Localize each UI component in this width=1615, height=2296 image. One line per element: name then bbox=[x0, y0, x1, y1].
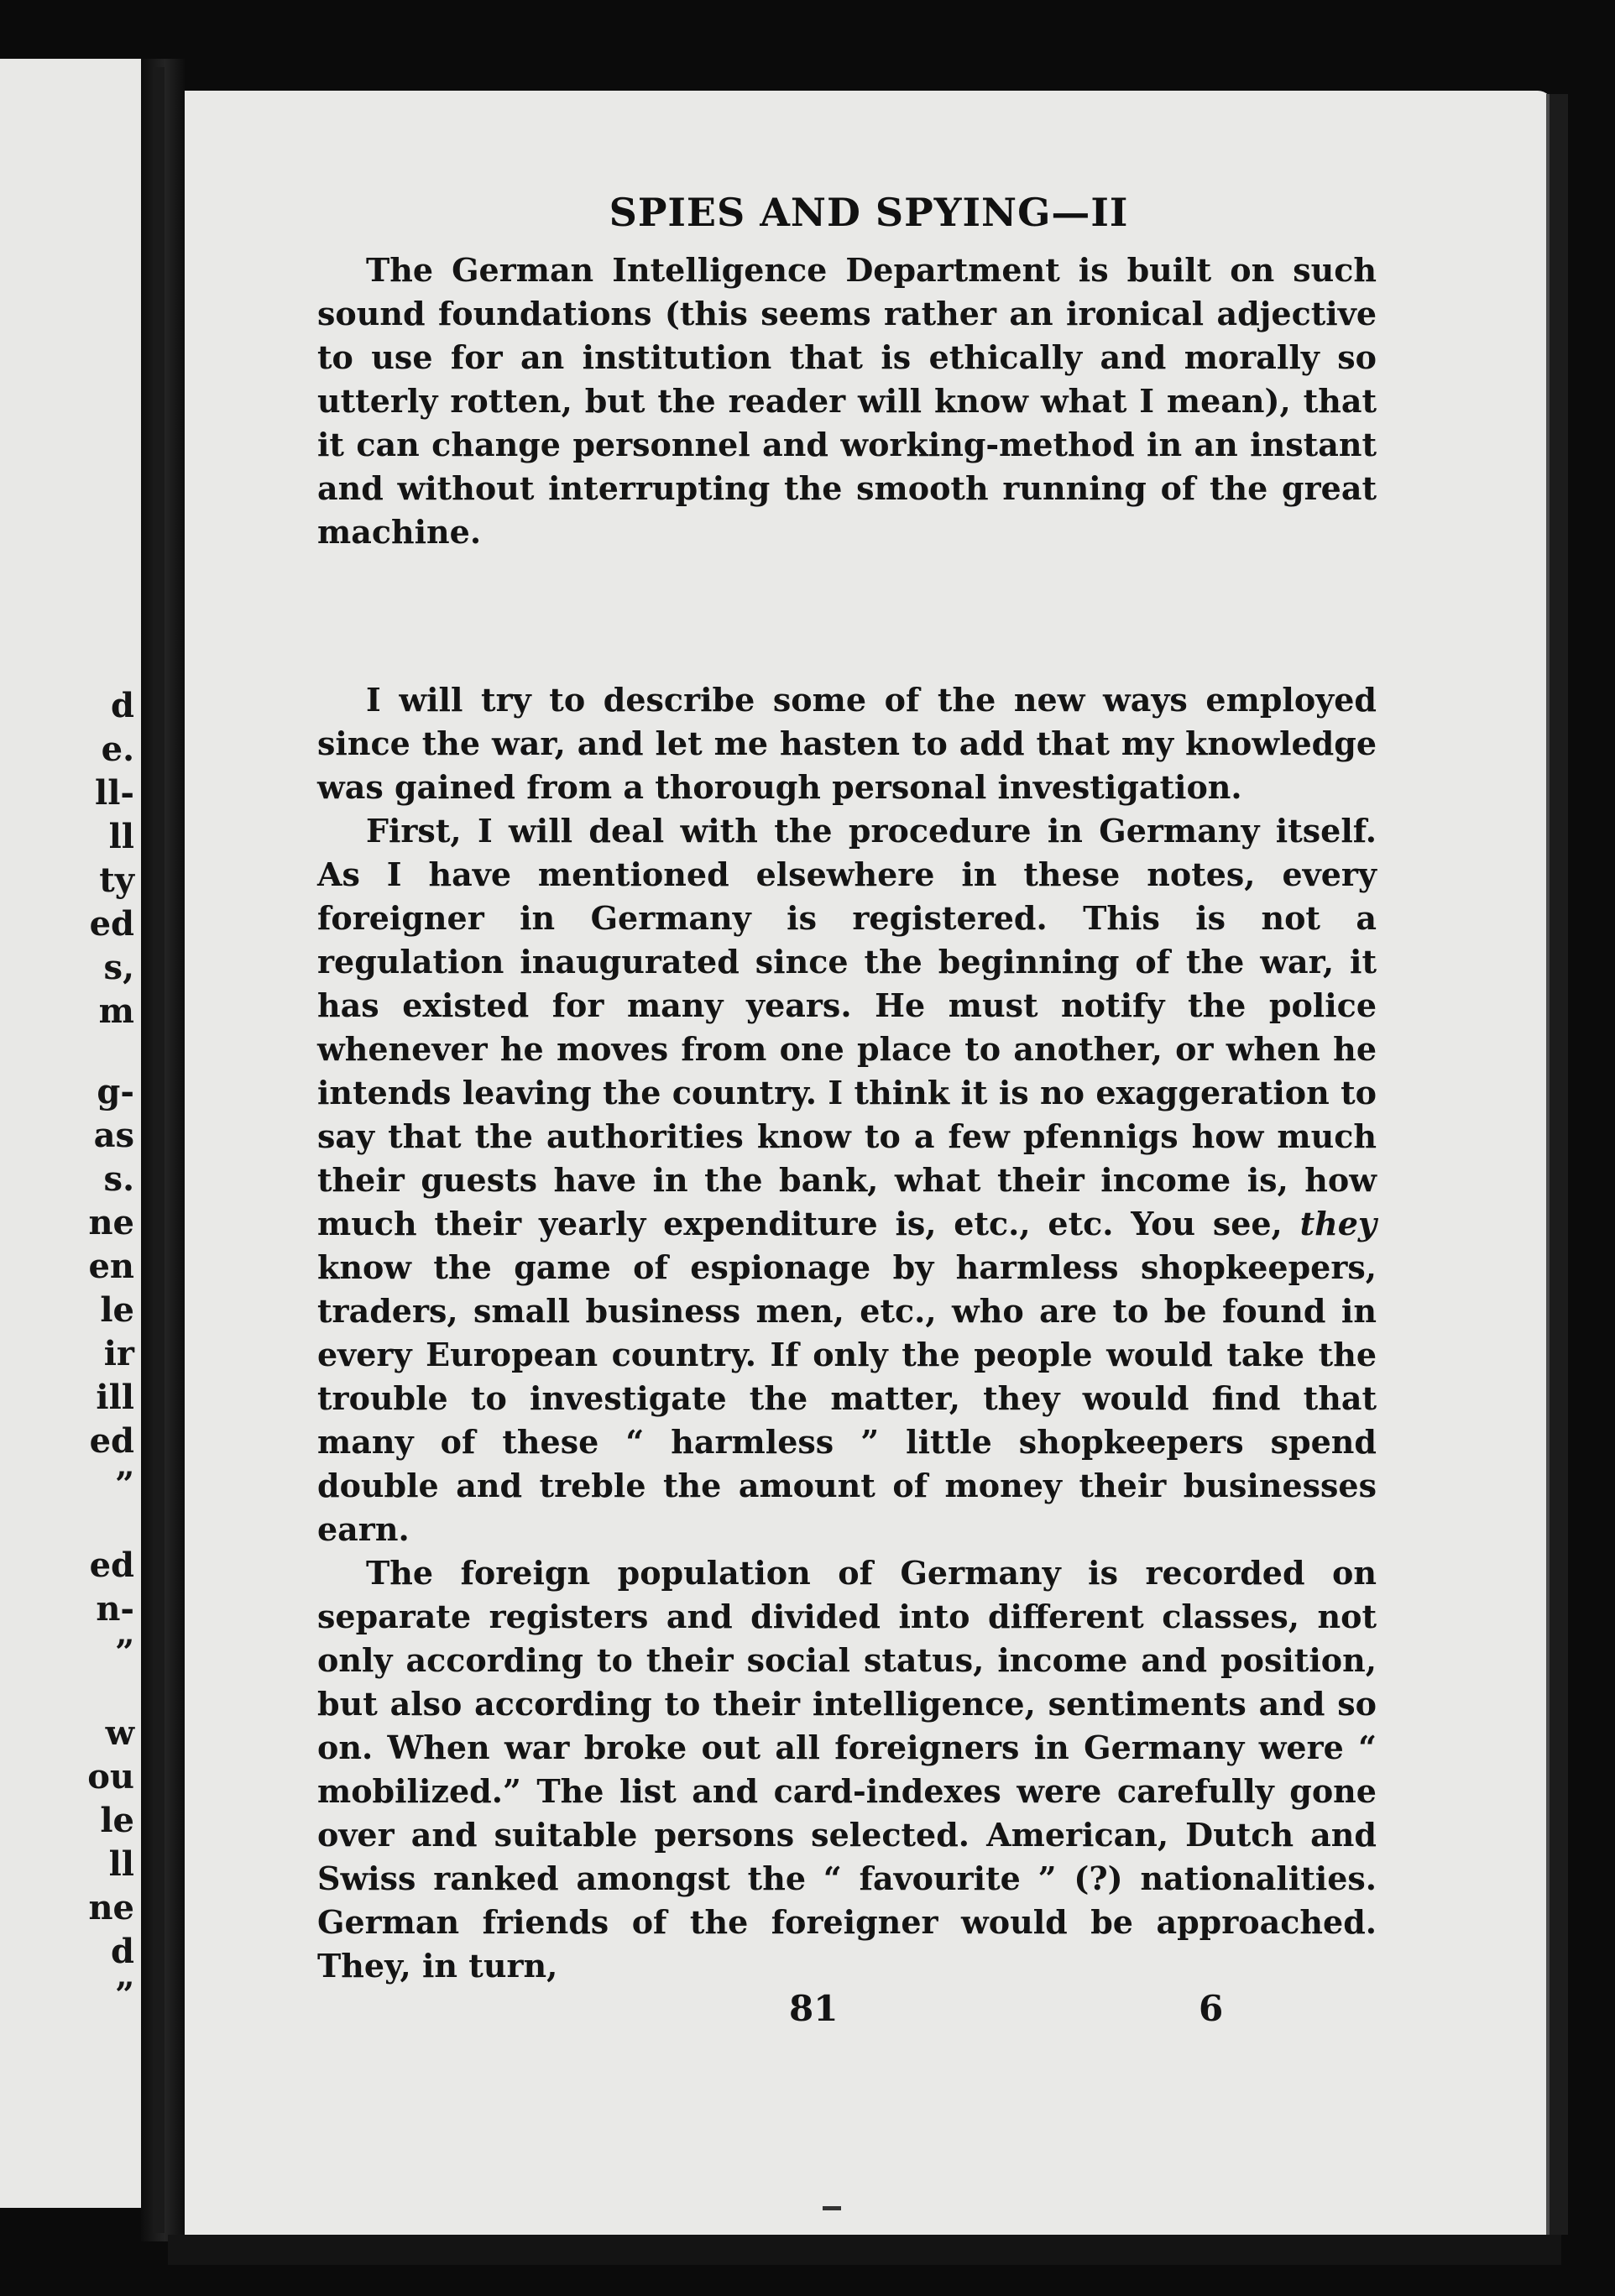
paragraph-1: The German Intelligence Department is built on such sound foundations (this seems rather an ironical adjective to use for an institution that is ethically and morally so utterly rotten, but the reader will know what I mean), that it can change personnel and working-method in an instant and without interrupting the smooth running of the great machine. bbox=[317, 251, 1377, 551]
page-number: 81 bbox=[789, 1988, 839, 2029]
left-page-fragment: ll bbox=[108, 817, 134, 856]
page-edge-bottom bbox=[168, 2235, 1561, 2265]
text-block-upper bbox=[317, 248, 1377, 554]
signature-mark: 6 bbox=[1199, 1988, 1224, 2029]
left-page-fragment: m bbox=[98, 991, 134, 1031]
left-page-fragment: le bbox=[100, 1801, 134, 1840]
running-head: SPIES AND SPYING—II bbox=[609, 190, 1129, 235]
left-page-fragment: d bbox=[111, 1932, 134, 1971]
text-block-lower bbox=[317, 678, 1377, 1988]
spine-shadow bbox=[153, 67, 165, 2233]
left-page-fragment: ne bbox=[88, 1203, 134, 1242]
left-page-fragment: ty bbox=[99, 860, 134, 900]
page-edge-right bbox=[1546, 94, 1568, 2235]
left-page-fragment: s, bbox=[103, 948, 134, 987]
left-page-fragment: g- bbox=[97, 1072, 134, 1111]
left-page-fragment: ” bbox=[114, 1975, 134, 2015]
left-page-fragment: as bbox=[93, 1116, 134, 1155]
left-page-fragment: ll bbox=[108, 1844, 134, 1884]
left-page-gap bbox=[8, 1675, 134, 1712]
left-page-fragment: le bbox=[100, 1290, 134, 1330]
paragraph-4: The foreign population of Germany is recorded on separate registers and divided into different classes, not only according to their social status, income and position, but also according to their intelligence, sentiments and so on. When war broke out all foreigners in Germany were “ mobilized.” The list and card-indexes were carefully gone over and suitable persons selected. American, Dutch and Swiss ranked amongst the “ favourite ” (?) nationalities. German friends of the foreigner would be approached. They, in turn, bbox=[317, 1554, 1377, 1985]
emphasis: they bbox=[1299, 1205, 1377, 1242]
paragraph-3: First, I will deal with the procedure in Germany itself. As I have mentioned elsewhere in these notes, every foreigner in Germany is registered. This is not a regulation inaugurated since the beginning of the war, it has existed for many years. He must notify the police whenever he moves from one place to another, or when he intends leaving the country. I think it is no exaggeration to say that the authorities know to a few pfennigs how much their guests have in the bank, what their income is, how much their yearly expenditure is, etc., etc. You see, they know the game of espionage by harmless shopkeepers, traders, small business men, etc., who are to be found in every European country. If only the people would take the trouble to investigate the matter, they would find that many of these “ harmless ” little shopkeepers spend double and treble the amount of money their businesses earn. bbox=[317, 812, 1377, 1548]
paragraph-2: I will try to describe some of the new ways employed since the war, and let me hasten to add that my knowledge was gained from a thorough personal investigation. bbox=[317, 681, 1377, 806]
left-page-fragments bbox=[8, 684, 134, 2017]
left-page-fragment: e. bbox=[101, 730, 134, 769]
left-page-fragment: ou bbox=[87, 1757, 134, 1797]
footer-dash bbox=[823, 2206, 841, 2210]
left-page-fragment: w bbox=[105, 1713, 134, 1753]
left-page-fragment: ill bbox=[96, 1378, 134, 1417]
left-page-fragment: ir bbox=[103, 1334, 134, 1373]
left-page-fragment: ed bbox=[89, 1545, 134, 1585]
left-page-gap bbox=[8, 1033, 134, 1070]
left-page-fragment: n- bbox=[96, 1589, 134, 1629]
left-page-fragment: ” bbox=[114, 1465, 134, 1504]
left-page-fragment: d bbox=[111, 686, 134, 725]
left-page-fragment: en bbox=[88, 1247, 134, 1286]
left-page-fragment: ll- bbox=[95, 773, 134, 813]
left-page-fragment: ” bbox=[114, 1633, 134, 1672]
left-page-gap bbox=[8, 1507, 134, 1544]
left-page-fragment: ed bbox=[89, 1421, 134, 1461]
left-page-fragment: ne bbox=[88, 1888, 134, 1927]
left-page bbox=[0, 59, 141, 2208]
left-page-fragment: s. bbox=[103, 1159, 134, 1199]
book-page bbox=[185, 91, 1553, 2240]
left-page-fragment: ed bbox=[89, 904, 134, 944]
